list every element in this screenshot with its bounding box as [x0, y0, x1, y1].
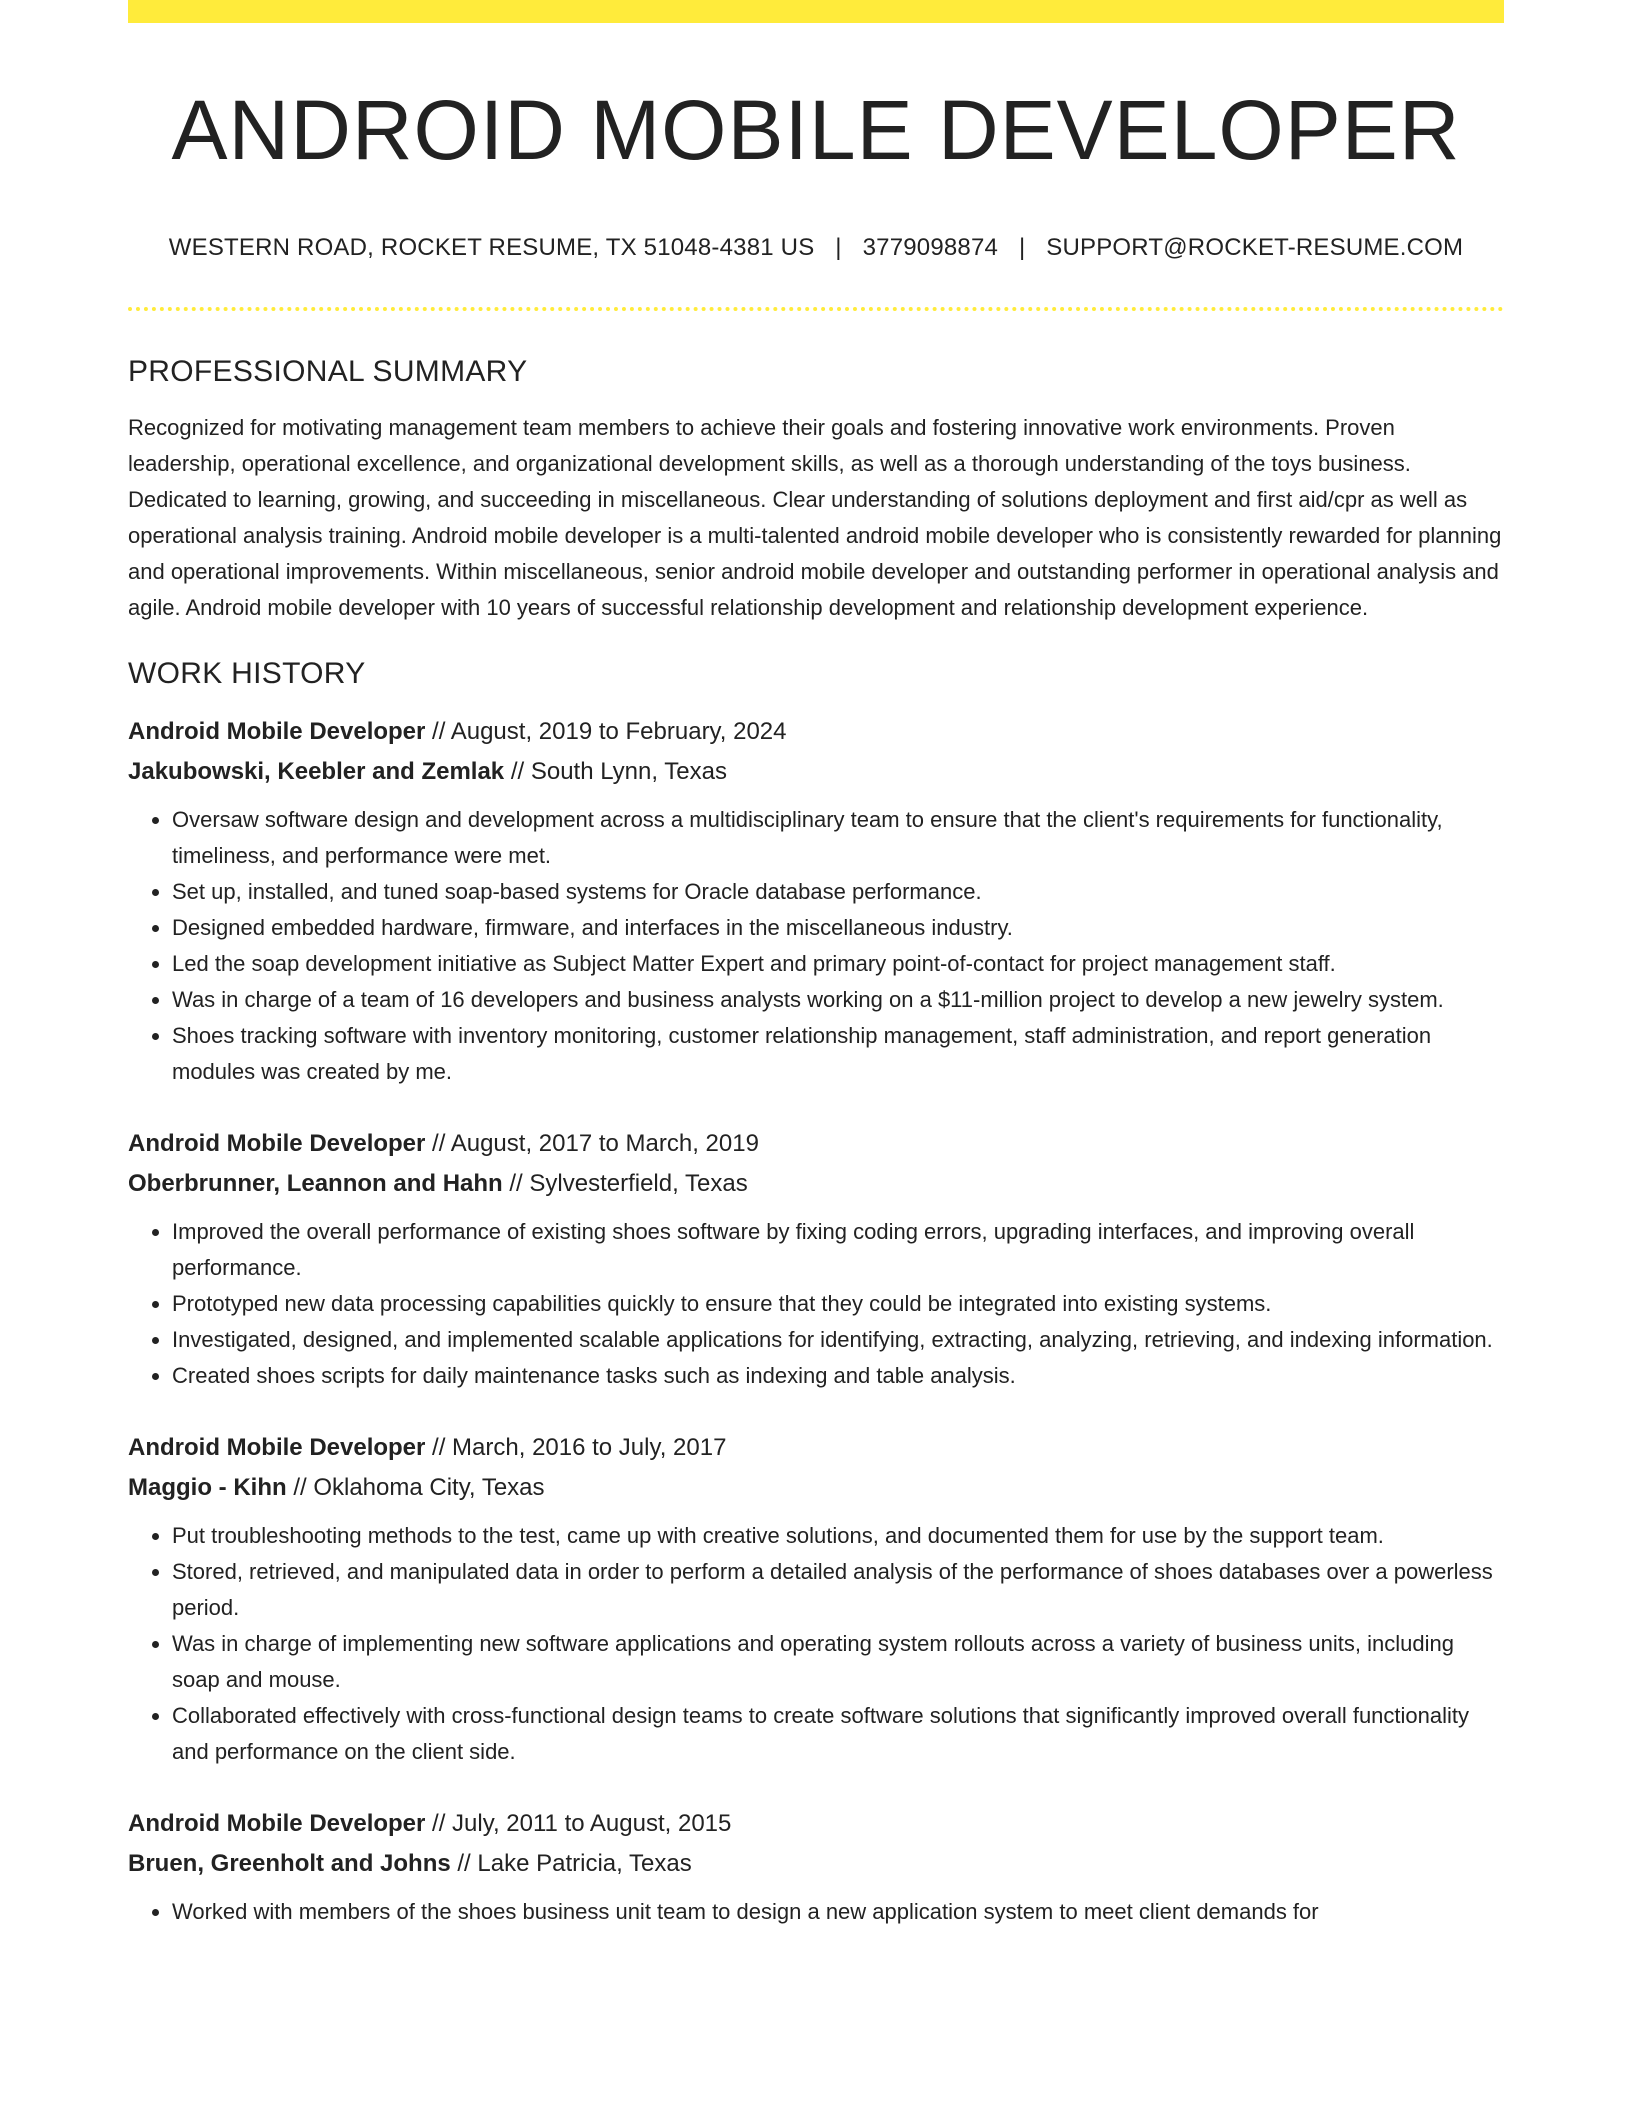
job-bullet: • Stored, retrieved, and manipulated data in order to perform a detailed analysis of the performance of shoes databases over a powerless period. [172, 1554, 1504, 1626]
header-divider [128, 307, 1504, 311]
resume-content [128, 352, 1504, 1964]
top-accent-bar [128, 0, 1504, 23]
job-bullet: • Oversaw software design and development across a multidisciplinary team to ensure that the client's requirements for functionality, timeliness, and performance were met. [172, 802, 1504, 874]
job-location: // Lake Patricia, Texas [457, 1850, 692, 1877]
job-company-line [128, 1844, 1504, 1884]
job-dates: // August, 2019 to February, 2024 [432, 718, 787, 745]
job-role-line [128, 1428, 1504, 1468]
job-bullet-list [128, 1518, 1504, 1770]
candidate-title: ANDROID MOBILE DEVELOPER [171, 83, 1461, 177]
job-entry [128, 1804, 1504, 1930]
job-dates: // July, 2011 to August, 2015 [432, 1810, 732, 1837]
job-bullet: • Shoes tracking software with inventory monitoring, customer relationship management, staff administration, and report generation modules was created by me. [172, 1018, 1504, 1090]
job-entry [128, 1428, 1504, 1770]
job-entry [128, 1124, 1504, 1394]
job-dates: // March, 2016 to July, 2017 [432, 1434, 727, 1461]
contact-line [128, 232, 1504, 264]
job-bullet: • Led the soap development initiative as Subject Matter Expert and primary point-of-contact for project management staff. [172, 946, 1504, 982]
job-bullet: • Improved the overall performance of existing shoes software by fixing coding errors, upgrading interfaces, and improving overall performance. [172, 1214, 1504, 1286]
job-bullet: • Collaborated effectively with cross-functional design teams to create software solutions that significantly improved overall functionality and performance on the client side. [172, 1698, 1504, 1770]
job-company-line [128, 1164, 1504, 1204]
job-bullet-list [128, 1214, 1504, 1394]
job-bullet: • Prototyped new data processing capabilities quickly to ensure that they could be integrated into existing systems. [172, 1286, 1504, 1322]
job-location: // Oklahoma City, Texas [293, 1474, 545, 1501]
contact-email: SUPPORT@ROCKET-RESUME.COM [1046, 234, 1464, 261]
resume-header [128, 80, 1504, 264]
job-bullet: • Created shoes scripts for daily maintenance tasks such as indexing and table analysis. [172, 1358, 1504, 1394]
job-company: Oberbrunner, Leannon and Hahn [128, 1170, 503, 1197]
job-company: Bruen, Greenholt and Johns [128, 1850, 451, 1877]
job-role: Android Mobile Developer [128, 1810, 426, 1837]
summary-text: Recognized for motivating management team members to achieve their goals and fostering innovative work environments. Proven leadership, operational excellence, and organizational development skills, as well as a thorough understanding of the toys business. Dedicated to learning, growing, and succeeding in miscellaneous. Clear understanding of solutions deployment and first aid/cpr as well as operational analysis training. Android mobile developer is a multi-talented android mobile developer who is consistently rewarded for planning and operational improvements. Within miscellaneous, senior android mobile developer and outstanding performer in operational analysis and agile. Android mobile developer with 10 years of successful relationship development and relationship development experience. [128, 415, 1502, 620]
contact-separator: | [1018, 234, 1026, 261]
job-company: Maggio - Kihn [128, 1474, 287, 1501]
job-bullet: • Put troubleshooting methods to the test, came up with creative solutions, and documented them for use by the support team. [172, 1518, 1504, 1554]
job-bullet: • Worked with members of the shoes business unit team to design a new application system to meet client demands for [172, 1894, 1504, 1930]
work-history-heading: WORK HISTORY [128, 657, 366, 690]
job-role-line [128, 712, 1504, 752]
contact-phone: 3779098874 [862, 234, 999, 261]
contact-separator: | [835, 234, 842, 261]
job-location: // South Lynn, Texas [510, 758, 727, 785]
summary-heading: PROFESSIONAL SUMMARY [128, 355, 528, 388]
contact-address: WESTERN ROAD, ROCKET RESUME, TX 51048-4381 US [168, 234, 815, 261]
job-location: // Sylvesterfield, Texas [509, 1170, 748, 1197]
job-role-line [128, 1804, 1504, 1844]
job-company-line [128, 1468, 1504, 1508]
job-bullet: • Investigated, designed, and implemented scalable applications for identifying, extracting, analyzing, retrieving, and indexing information. [172, 1322, 1504, 1358]
job-bullet-list [128, 1894, 1504, 1930]
job-company: Jakubowski, Keebler and Zemlak [128, 758, 505, 785]
job-role-line [128, 1124, 1504, 1164]
job-dates: // August, 2017 to March, 2019 [432, 1130, 759, 1157]
job-company-line [128, 752, 1504, 792]
job-bullet: • Set up, installed, and tuned soap-based systems for Oracle database performance. [172, 874, 1504, 910]
job-bullet-list [128, 802, 1504, 1090]
work-history-section [128, 654, 1504, 1930]
job-bullet: • Was in charge of implementing new software applications and operating system rollouts across a variety of business units, including soap and mouse. [172, 1626, 1504, 1698]
summary-section [128, 352, 1504, 626]
job-entry [128, 712, 1504, 1090]
job-role: Android Mobile Developer [128, 1434, 426, 1461]
job-bullet: • Was in charge of a team of 16 developers and business analysts working on a $11-million project to develop a new jewelry system. [172, 982, 1504, 1018]
job-role: Android Mobile Developer [128, 1130, 426, 1157]
job-bullet: • Designed embedded hardware, firmware, and interfaces in the miscellaneous industry. [172, 910, 1504, 946]
job-role: Android Mobile Developer [128, 718, 426, 745]
